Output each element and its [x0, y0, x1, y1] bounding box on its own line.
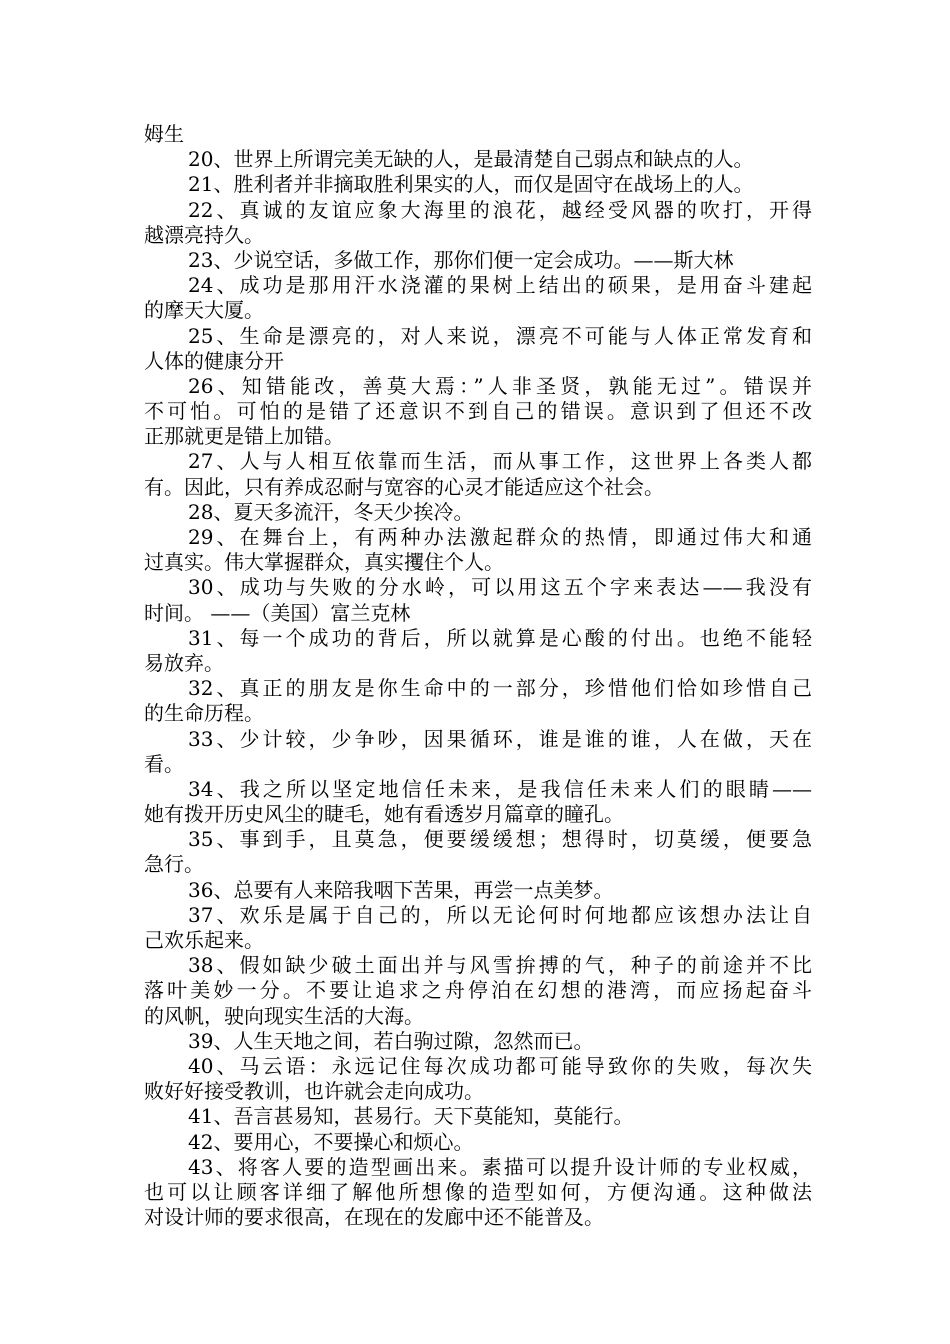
text-line: 对设计师的要求很高，在现在的发廊中还不能普及。	[144, 1205, 604, 1230]
text-line: 42、要用心，不要操心和烦心。	[188, 1129, 474, 1154]
text-line: 26、知错能改，善莫大焉：”人非圣贤，孰能无过”。错误并	[188, 373, 812, 398]
text-line: 41、吾言甚易知，甚易行。天下莫能知，莫能行。	[188, 1104, 634, 1129]
text-line: 23、少说空话，多做工作，那你们便一定会成功。——斯大林	[188, 247, 734, 272]
text-line: 时间。 ——（美国）富兰克林	[144, 600, 411, 625]
text-line: 24、成功是那用汗水浇灌的果树上结出的硕果，是用奋斗建起	[188, 273, 812, 298]
text-line: 25、生命是漂亮的，对人来说，漂亮不可能与人体正常发育和	[188, 323, 812, 348]
text-line: 29、在舞台上，有两种办法激起群众的热情，即通过伟大和通	[188, 525, 812, 549]
text-line: 看。	[144, 751, 184, 776]
text-line: 易放弃。	[144, 650, 224, 675]
text-line: 她有拨开历史风尘的睫毛，她有看透岁月篇章的瞳孔。	[144, 802, 624, 827]
body-text	[144, 122, 812, 1230]
text-line: 也可以让顾客详细了解他所想像的造型如何，方便沟通。这种做法	[144, 1179, 812, 1204]
text-line: 败好好接受教训，也许就会走向成功。	[144, 1079, 484, 1104]
text-line: 落叶美妙一分。不要让追求之舟停泊在幻想的港湾，而应扬起奋斗	[144, 978, 812, 1003]
text-line: 36、总要有人来陪我咽下苦果，再尝一点美梦。	[188, 877, 614, 902]
text-line: 20、世界上所谓完美无缺的人，是最清楚自己弱点和缺点的人。	[188, 147, 754, 172]
text-line: 27、人与人相互依靠而生活，而从事工作，这世界上各类人都	[188, 449, 812, 474]
text-line: 正那就更是错上加错。	[144, 424, 344, 449]
text-line: 32、真正的朋友是你生命中的一部分，珍惜他们恰如珍惜自己	[188, 676, 812, 701]
text-line: 的生命历程。	[144, 701, 264, 726]
text-line: 21、胜利者并非摘取胜利果实的人，而仅是固守在战场上的人。	[188, 172, 754, 197]
text-line: 38、假如缺少破土面出并与风雪拚搏的气，种子的前途并不比	[188, 953, 812, 978]
text-line: 越漂亮持久。	[144, 222, 264, 247]
text-line: 28、夏天多流汗，冬天少挨冷。	[188, 499, 474, 524]
text-line: 急行。	[144, 852, 204, 877]
text-line: 43、将客人要的造型画出来。素描可以提升设计师的专业权威，	[188, 1154, 812, 1179]
text-line: 过真实。伟大掌握群众，真实攫住个人。	[144, 550, 504, 575]
text-line: 40、马云语：永远记住每次成功都可能导致你的失败，每次失	[188, 1053, 812, 1078]
text-line: 39、人生天地之间，若白驹过隙，忽然而已。	[188, 1028, 594, 1053]
text-line: 35、事到手，且莫急，便要缓缓想；想得时，切莫缓，便要急	[188, 827, 812, 852]
text-line: 31、每一个成功的背后，所以就算是心酸的付出。也绝不能轻	[188, 625, 812, 650]
text-line: 不可怕。可怕的是错了还意识不到自己的错误。意识到了但还不改	[144, 399, 812, 424]
text-line: 34、我之所以坚定地信任未来，是我信任未来人们的眼睛——	[188, 776, 812, 801]
text-line: 的风帆，驶向现实生活的大海。	[144, 1003, 424, 1028]
text-line: 33、少计较，少争吵，因果循环，谁是谁的谁，人在做，天在	[188, 726, 812, 751]
text-line: 37、欢乐是属于自己的，所以无论何时何地都应该想办法让自	[188, 902, 812, 927]
text-line: 己欢乐起来。	[144, 928, 264, 952]
text-line: 姆生	[144, 122, 184, 146]
text-line: 有。因此，只有养成忍耐与宽容的心灵才能适应这个社会。	[144, 474, 664, 499]
text-line: 22、真诚的友谊应象大海里的浪花，越经受风器的吹打，开得	[188, 197, 812, 222]
text-line: 30、成功与失败的分水岭，可以用这五个字来表达——我没有	[188, 575, 812, 600]
text-line: 的摩天大厦。	[144, 298, 264, 323]
text-line: 人体的健康分开	[144, 348, 284, 373]
